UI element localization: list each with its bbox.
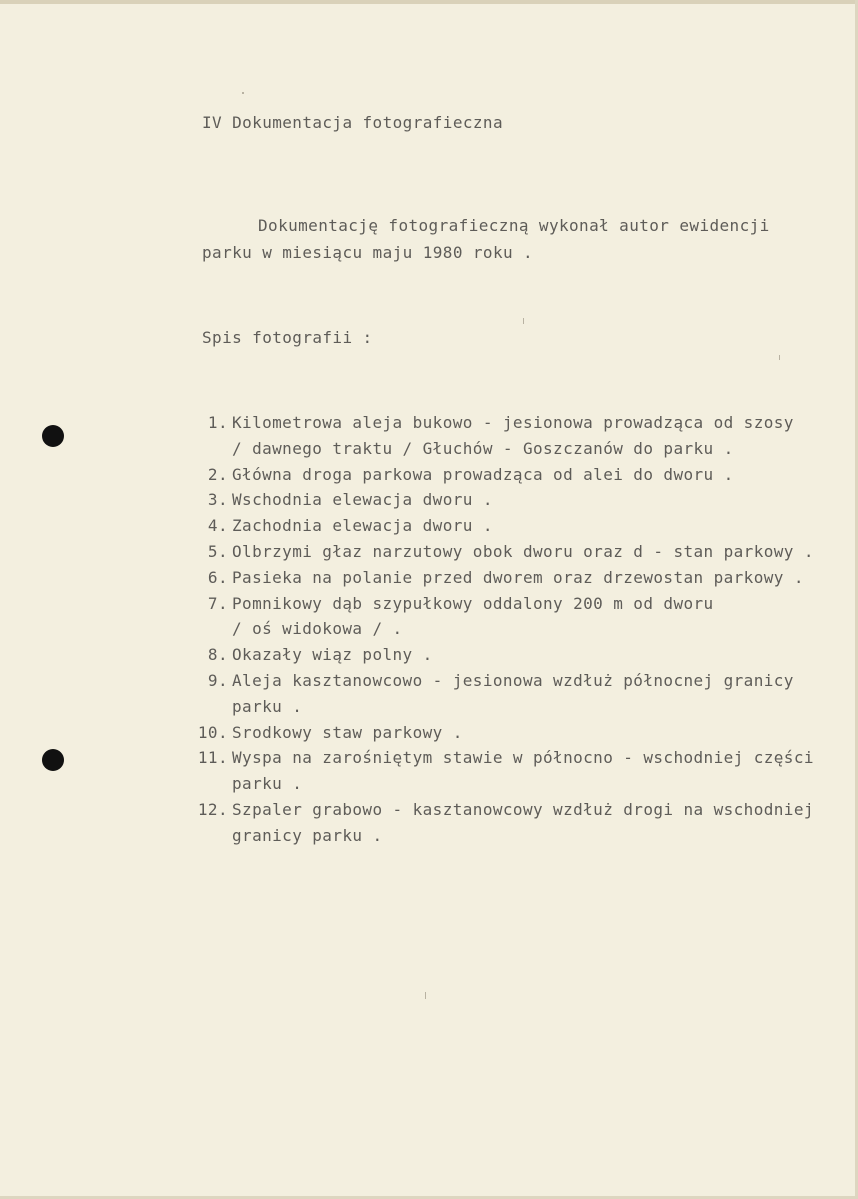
- photo-list-item-line: parku .: [232, 774, 303, 794]
- photo-list-item-line: granicy parku .: [232, 825, 383, 845]
- punch-hole-top: [42, 425, 64, 447]
- photo-list-number: 9.: [207, 671, 228, 690]
- photo-list-item-line: parku .: [232, 696, 303, 716]
- photo-list-item-line: Zachodnia elewacja dworu .: [232, 516, 493, 536]
- photo-list-item-line: Okazały wiąz polny .: [232, 645, 433, 665]
- photo-list-number: 7.: [207, 593, 228, 613]
- photo-list-number: 1.: [207, 413, 228, 432]
- photo-list-item-line: Główna droga parkowa prowadząca od alei do dworu .: [232, 464, 734, 484]
- photo-list-item-line: Aleja kasztanowcowo - jesionowa wzdłuż północnej granicy: [232, 671, 794, 690]
- photo-list-number: 8.: [207, 645, 228, 665]
- photo-list-heading: Spis fotografii :: [202, 328, 373, 347]
- paper-speck: [242, 92, 244, 94]
- photo-list-number: 12.: [197, 800, 228, 819]
- photo-list-item-line: Pasieka na polanie przed dworem oraz drzewostan parkowy .: [232, 567, 804, 587]
- photo-list-item-line: Olbrzymi głaz narzutowy obok dworu oraz d - stan parkowy .: [232, 542, 814, 561]
- paper-speck: [779, 355, 780, 360]
- paper-speck: [523, 318, 524, 324]
- photo-list-number: 6.: [207, 567, 228, 587]
- page-edge-top: [0, 0, 858, 4]
- photo-list-number: 11.: [197, 748, 228, 768]
- photo-list-item-line: Wschodnia elewacja dworu .: [232, 490, 493, 510]
- photo-list-number: 4.: [207, 516, 228, 536]
- photo-list-number: 3.: [207, 490, 228, 510]
- photo-list-item-line: / dawnego traktu / Głuchów - Goszczanów do parku .: [232, 438, 734, 458]
- photo-list-item-line: / oś widokowa / .: [232, 619, 403, 639]
- paper-speck: [425, 992, 426, 999]
- photo-list-item-line: Szpaler grabowo - kasztanowcowy wzdłuż drogi na wschodniej: [232, 800, 814, 819]
- photo-list-number: 2.: [207, 464, 228, 484]
- photo-list-item-line: Kilometrowa aleja bukowo - jesionowa prowadząca od szosy: [232, 413, 794, 432]
- section-title: IV Dokumentacja fotografieczna: [202, 113, 503, 132]
- photo-list-number: 10.: [197, 722, 228, 742]
- photo-list-item-line: Pomnikowy dąb szypułkowy oddalony 200 m od dworu: [232, 593, 714, 613]
- photo-list-item-line: Srodkowy staw parkowy .: [232, 722, 463, 742]
- intro-line-2: parku w miesiącu maju 1980 roku .: [202, 243, 534, 262]
- photo-list-item-line: Wyspa na zarośniętym stawie w północno - wschodniej części: [232, 748, 814, 768]
- intro-line-1: Dokumentację fotografieczną wykonał autor ewidencji: [258, 216, 770, 235]
- photo-list-number: 5.: [207, 542, 228, 561]
- punch-hole-bottom: [42, 749, 64, 771]
